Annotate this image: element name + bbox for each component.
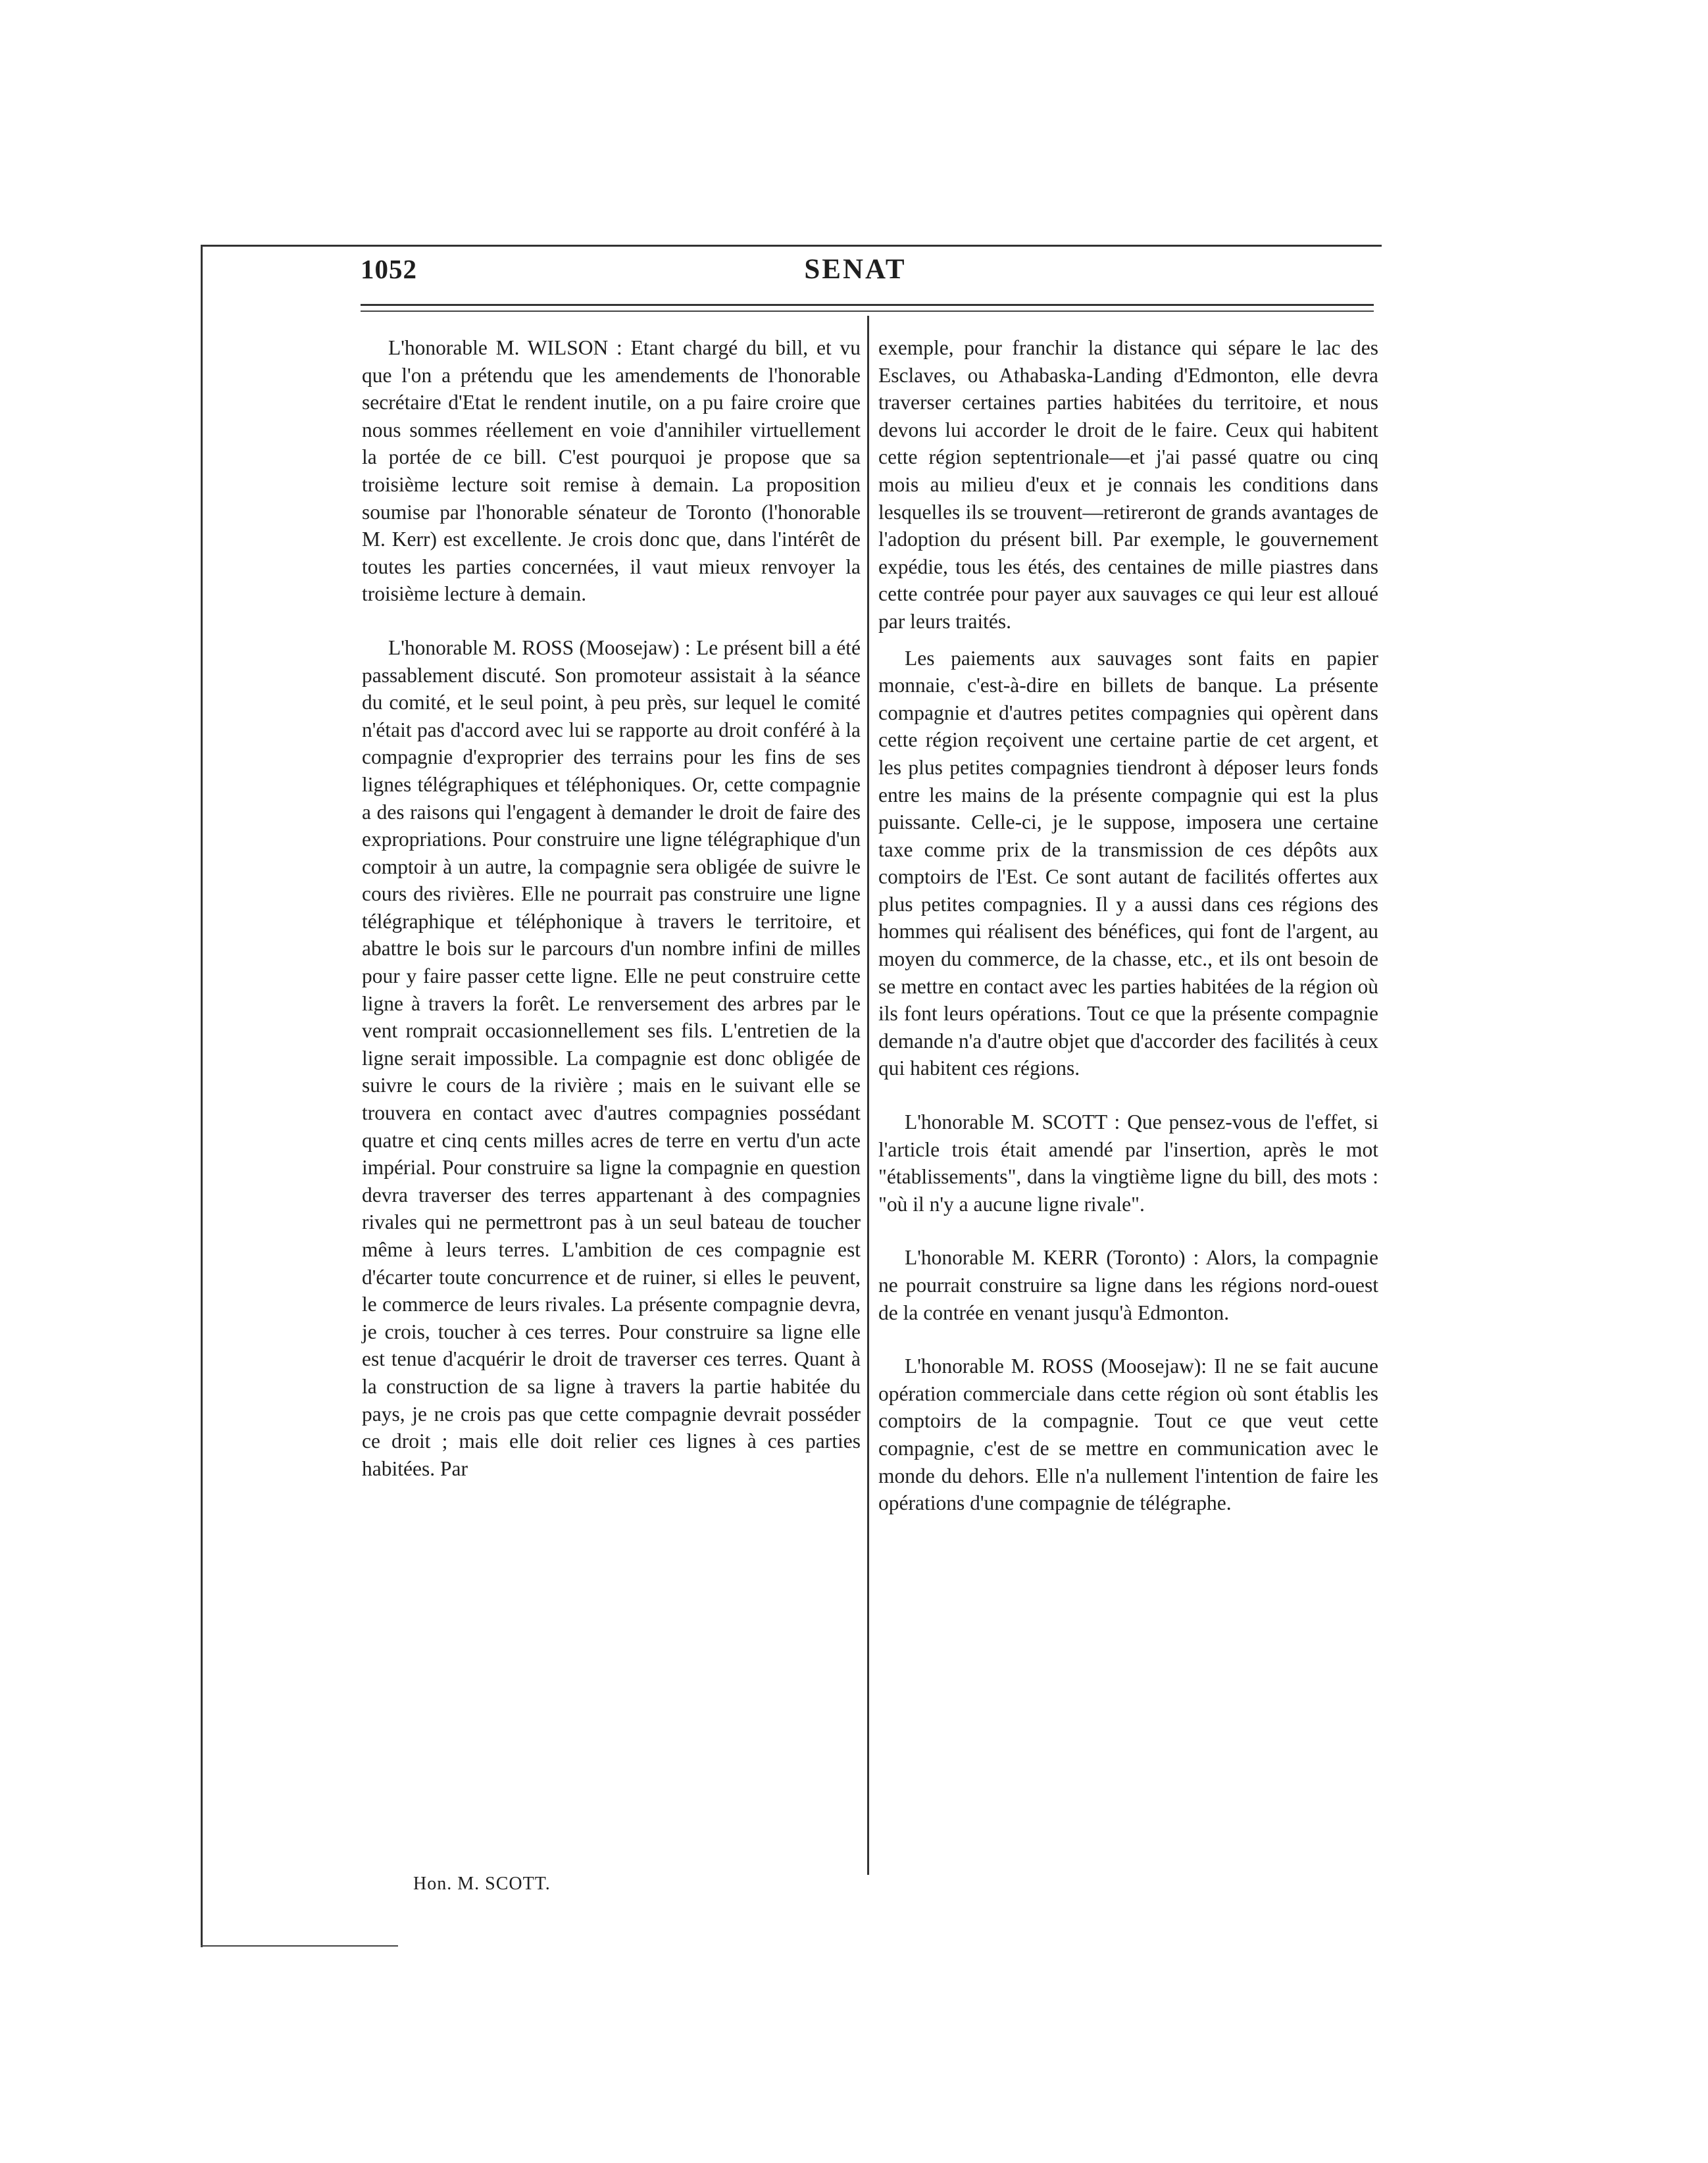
page-frame-bottom <box>201 1945 398 1947</box>
speaker-name: L'honorable M. ROSS (Moosejaw): <box>905 1355 1207 1378</box>
speaker-name: L'honorable M. SCOTT : <box>905 1110 1120 1134</box>
page-frame-left <box>201 245 203 1947</box>
speaker-name: L'honorable M. KERR (Toronto) : <box>905 1246 1199 1270</box>
paragraph-text: Que pensez-vous de l'effet, si l'article trois était amendé par l'insertion, après le mot "établissements", dans la vingtième ligne du bill, des mots : "où il n'y a aucune ligne rivale". <box>878 1110 1379 1216</box>
paragraph <box>878 1244 1378 1326</box>
header-rule-secondary <box>361 311 1374 312</box>
speaker-name: L'honorable M. WILSON : <box>388 336 622 359</box>
page-frame-top <box>201 245 1382 247</box>
speaker-name: L'honorable M. ROSS (Moosejaw) : <box>388 635 691 659</box>
running-title: SENAT <box>804 254 907 285</box>
right-column <box>878 334 1378 1517</box>
paragraph-text: Alors, la compagnie ne pourrait construire sa ligne dans les régions nord-ouest de la contrée en venant jusqu'à Edmonton. <box>878 1246 1378 1324</box>
footer-note: Hon. M. SCOTT. <box>413 1874 551 1894</box>
paragraph-text: Il ne se fait aucune opération commerciale dans cette région où sont établis les comptoirs de la compagnie. Tout ce que veut cette compagnie, c'est de se mettre en communication avec le monde du dehors. Elle n'a nullement l'intention de faire les opérations d'une compagnie de télégraphe. <box>878 1355 1378 1515</box>
header-rule <box>361 304 1374 306</box>
paragraph-text: exemple, pour franchir la distance qui sépare le lac des Esclaves, ou Athabaska-Landing d'Edmonton, elle devra traverser certaines parties habitées du territoire, et nous devons lui accorder le droit de le faire. Ceux qui habitent cette région septentrionale—et j'ai passé quatre ou cinq mois au milieu d'eux et je connais les conditions dans lesquelles ils se trouvent—retireront de grands avantages de l'adoption du présent bill. Par exemple, le gouvernement expédie, tous les étés, des centaines de mille piastres dans cette contrée pour payer aux sauvages ce qui leur est alloué par leurs traités. <box>878 336 1378 633</box>
column-divider <box>867 316 869 1875</box>
paragraph-continuation <box>878 334 1378 635</box>
paragraph <box>878 1108 1378 1218</box>
paragraph-text: Le présent bill a été passablement discuté. Son promoteur assistait à la séance du comité, et le seul point, à peu près, sur lequel le comité n'était pas d'accord avec lui se rapporte au droit conféré à la compagnie d'exproprier des terrains pour les fins de ses lignes télégraphiques et téléphoniques. Or, cette compagnie a des raisons qui l'engagent à demander le droit de faire des expropriations. Pour construire une ligne télégraphique d'un comptoir à un autre, la compagnie sera obligée de suivre le cours des rivières. Elle ne pourrait pas construire une ligne télégraphique et téléphonique à travers le territoire, et abattre le bois sur le parcours d'un nombre infini de milles pour y faire passer cette ligne. Elle ne peut construire cette ligne à travers la forêt. Le renversement des arbres par le vent romprait occasionnellement ses fils. L'entretien de la ligne serait impossible. La compagnie est donc obligée de suivre le cours de la rivière ; mais en le suivant elle se trouvera en contact avec d'autres compagnies possédant quatre et cinq cents milles acres de terre en vertu d'un acte impérial. Pour construire sa ligne la compagnie en question devra traverser des terres appartenant à des compagnies rivales qui ne permettront pas à un seul bateau de toucher même à leurs terres. L'ambition de ces compagnie est d'écarter toute concurrence et de ruiner, si elles le peuvent, le commerce de leurs rivales. La présente compagnie devra, je crois, toucher à ces terres. Pour construire sa ligne elle est tenue d'acquérir le droit de traverser ces terres. Quant à la construction de sa ligne à travers la partie habitée du pays, je ne crois pas que cette compagnie devrait posséder ce droit ; mais elle doit relier ces lignes à ces parties habitées. Par <box>362 635 861 1480</box>
paragraph <box>362 634 861 1482</box>
left-column <box>362 334 861 1482</box>
page-number: 1052 <box>361 254 417 284</box>
paragraph <box>878 645 1378 1083</box>
paragraph <box>362 334 861 608</box>
paragraph <box>878 1353 1378 1517</box>
paragraph-text: Etant chargé du bill, et vu que l'on a prétendu que les amendements de l'honorable secrétaire d'Etat le rendent inutile, on a pu faire croire que nous sommes réellement en voie d'annihiler virtuellement la portée de ce bill. C'est pourquoi je propose que sa troisième lecture soit remise à demain. La proposition soumise par l'honorable sénateur de Toronto (l'honorable M. Kerr) est excellente. Je crois donc que, dans l'intérêt de toutes les parties concernées, il vaut mieux renvoyer la troisième lecture à demain. <box>362 336 861 606</box>
paragraph-text: Les paiements aux sauvages sont faits en papier monnaie, c'est-à-dire en billets de banque. La présente compagnie et d'autres petites compagnies qui opèrent dans cette région reçoivent une certaine partie de cet argent, et les plus petites compagnies tiendront à déposer leurs fonds entre les mains de la présente compagnie qui est la plus puissante. Celle-ci, je le suppose, imposera une certaine taxe comme prix de la transmission de ces dépôts aux comptoirs de l'Est. Ce sont autant de facilités offertes aux plus petites compagnies. Il y a aussi dans ces régions des hommes qui réalisent des bénéfices, qui font de l'argent, au moyen du commerce, de la chasse, etc., et ils ont besoin de se mettre en contact avec les parties habitées de la région où ils font leurs opérations. Tout ce que la présente compagnie demande n'a d'autre objet que d'accorder des facilités à ceux qui habitent ces régions. <box>878 646 1378 1080</box>
